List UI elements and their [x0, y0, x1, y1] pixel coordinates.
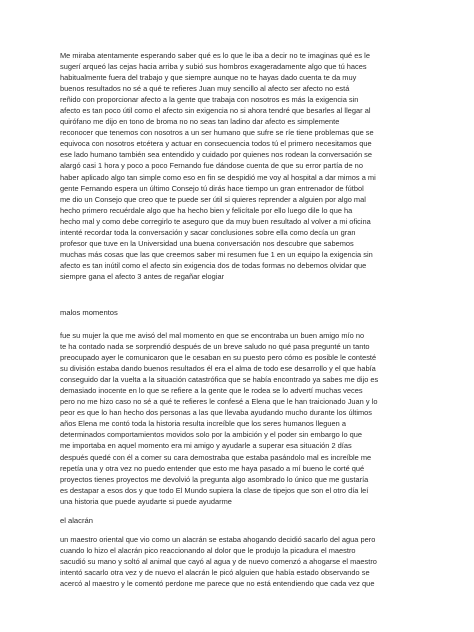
- body-paragraph: un maestro oriental que vio como un alacrán se estaba ahogando decidió sacarlo del agua pero cuando lo hizo el alacrán pico reaccionando al dolor que le produjo la picadura el maestro sacudió su mano y soltó al animal que cayó al agua y de nuevo comenzó a ahogarse el maestro intentó sacarlo otra vez y de nuevo el alacrán le picó alguien que había estado observando se acercó al maestro y le comentó perdone me parece que no está entendiendo que cada vez que: [60, 534, 377, 588]
- section-heading: el alacrán: [60, 515, 93, 525]
- body-paragraph: fue su mujer la que me avisó del mal momento en que se encontraba un buen amigo mío no te ha contado nada se sorprendió después de un breve saludo no qué pasa pregunté un tanto preocupado ayer le comunicaron que le cesaban en su puesto pero cómo es posible le contesté su división estaba dando buenos resultados él era el alma de todo ese desarrollo y el que había conseguido dar la vuelta a la situación catastrófica que se había encontrado ya sabes me dijo es demasiado inocente en lo que se refiere a la gente que le rodea se lo advertí muchas veces pero no me hizo caso no sé a qué te refieres le confesé a Elena que le han traicionado Juan y lo peor es que lo han hecho dos personas a las que llevaba ayudando mucho durante los últimos años Elena me contó toda la historia resulta increíble que los seres humanos lleguen a determinados comportamientos movidos solo por la ambición y el poder sin embargo lo que me importaba en aquel momento era mi amigo y ayudarle a superar esa situación 2 días después quedé con él a comer su cara demostraba que estaba pasándolo mal es increíble me repetía una y otra vez no puedo entender que esto me haya pasado a mí bueno le corté qué proyectos tienes proyectos me devolvió la pregunta algo asombrado lo único que me gustaría es destapar a esos dos y que todo El Mundo supiera la clase de tipejos que son el otro día leí una historia que puede ayudarte si puede ayudarme: [60, 330, 379, 506]
- body-paragraph: Me miraba atentamente esperando saber qué es lo que le iba a decir no te imaginas qué es le sugerí arqueó las cejas hacia arriba y subió sus hombros exageradamente algo que tú haces habitualmente fuera del trabajo y que siempre aunque no te hayas dado cuenta te da muy buenos resultados no sé a qué te refieres Juan muy sencillo al afecto ser afecto no está reñido con proporcionar afecto a la gente que trabaja con nosotros es más la exigencia sin afecto es tan poco útil como el afecto sin exigencia no si ahora tendré que besarles al llegar al quirófano me dijo en tono de broma no no seas tan ladino dar afecto es simplemente reconocer que tenemos con nosotros a un ser humano que sufre se ríe tiene problemas que se equivoca con nosotros etcétera y actuar en consecuencia todos tú el primero necesitamos que ese lado humano también sea entendido y cuidado por quienes nos rodean la conversación se alargó casi 1 hora y poco a poco Fernando fue dándose cuenta de que su error partía de no haber aplicado algo tan simple como eso en fin se despidió me voy al hospital a dar mimos a mi gente Fernando espera un último Consejo tú dirás hace tiempo un gran entrenador de fútbol me dio un Consejo que creo que te puede ser útil si quieres reprender a alguien por algo mal hecho primero recuérdale algo que ha hecho bien y felicítale por ello luego dile lo que ha hecho mal y como debe corregirlo te aseguro que da muy buen resultado al volver a mi oficina intenté recordar toda la conversación y sacar conclusiones sobre ella como decía un gran profesor que tuve en la Universidad una buena conversación nos descubre que sabemos muchas más cosas que las que creemos saber mi resumen fue 1 en un equipo la exigencia sin afecto es tan inútil como el afecto sin exigencia dos de todas formas no debemos olvidar que siempre gana el afecto 3 antes de regañar elogiar: [60, 51, 376, 281]
- section-heading: malos momentos: [60, 307, 118, 317]
